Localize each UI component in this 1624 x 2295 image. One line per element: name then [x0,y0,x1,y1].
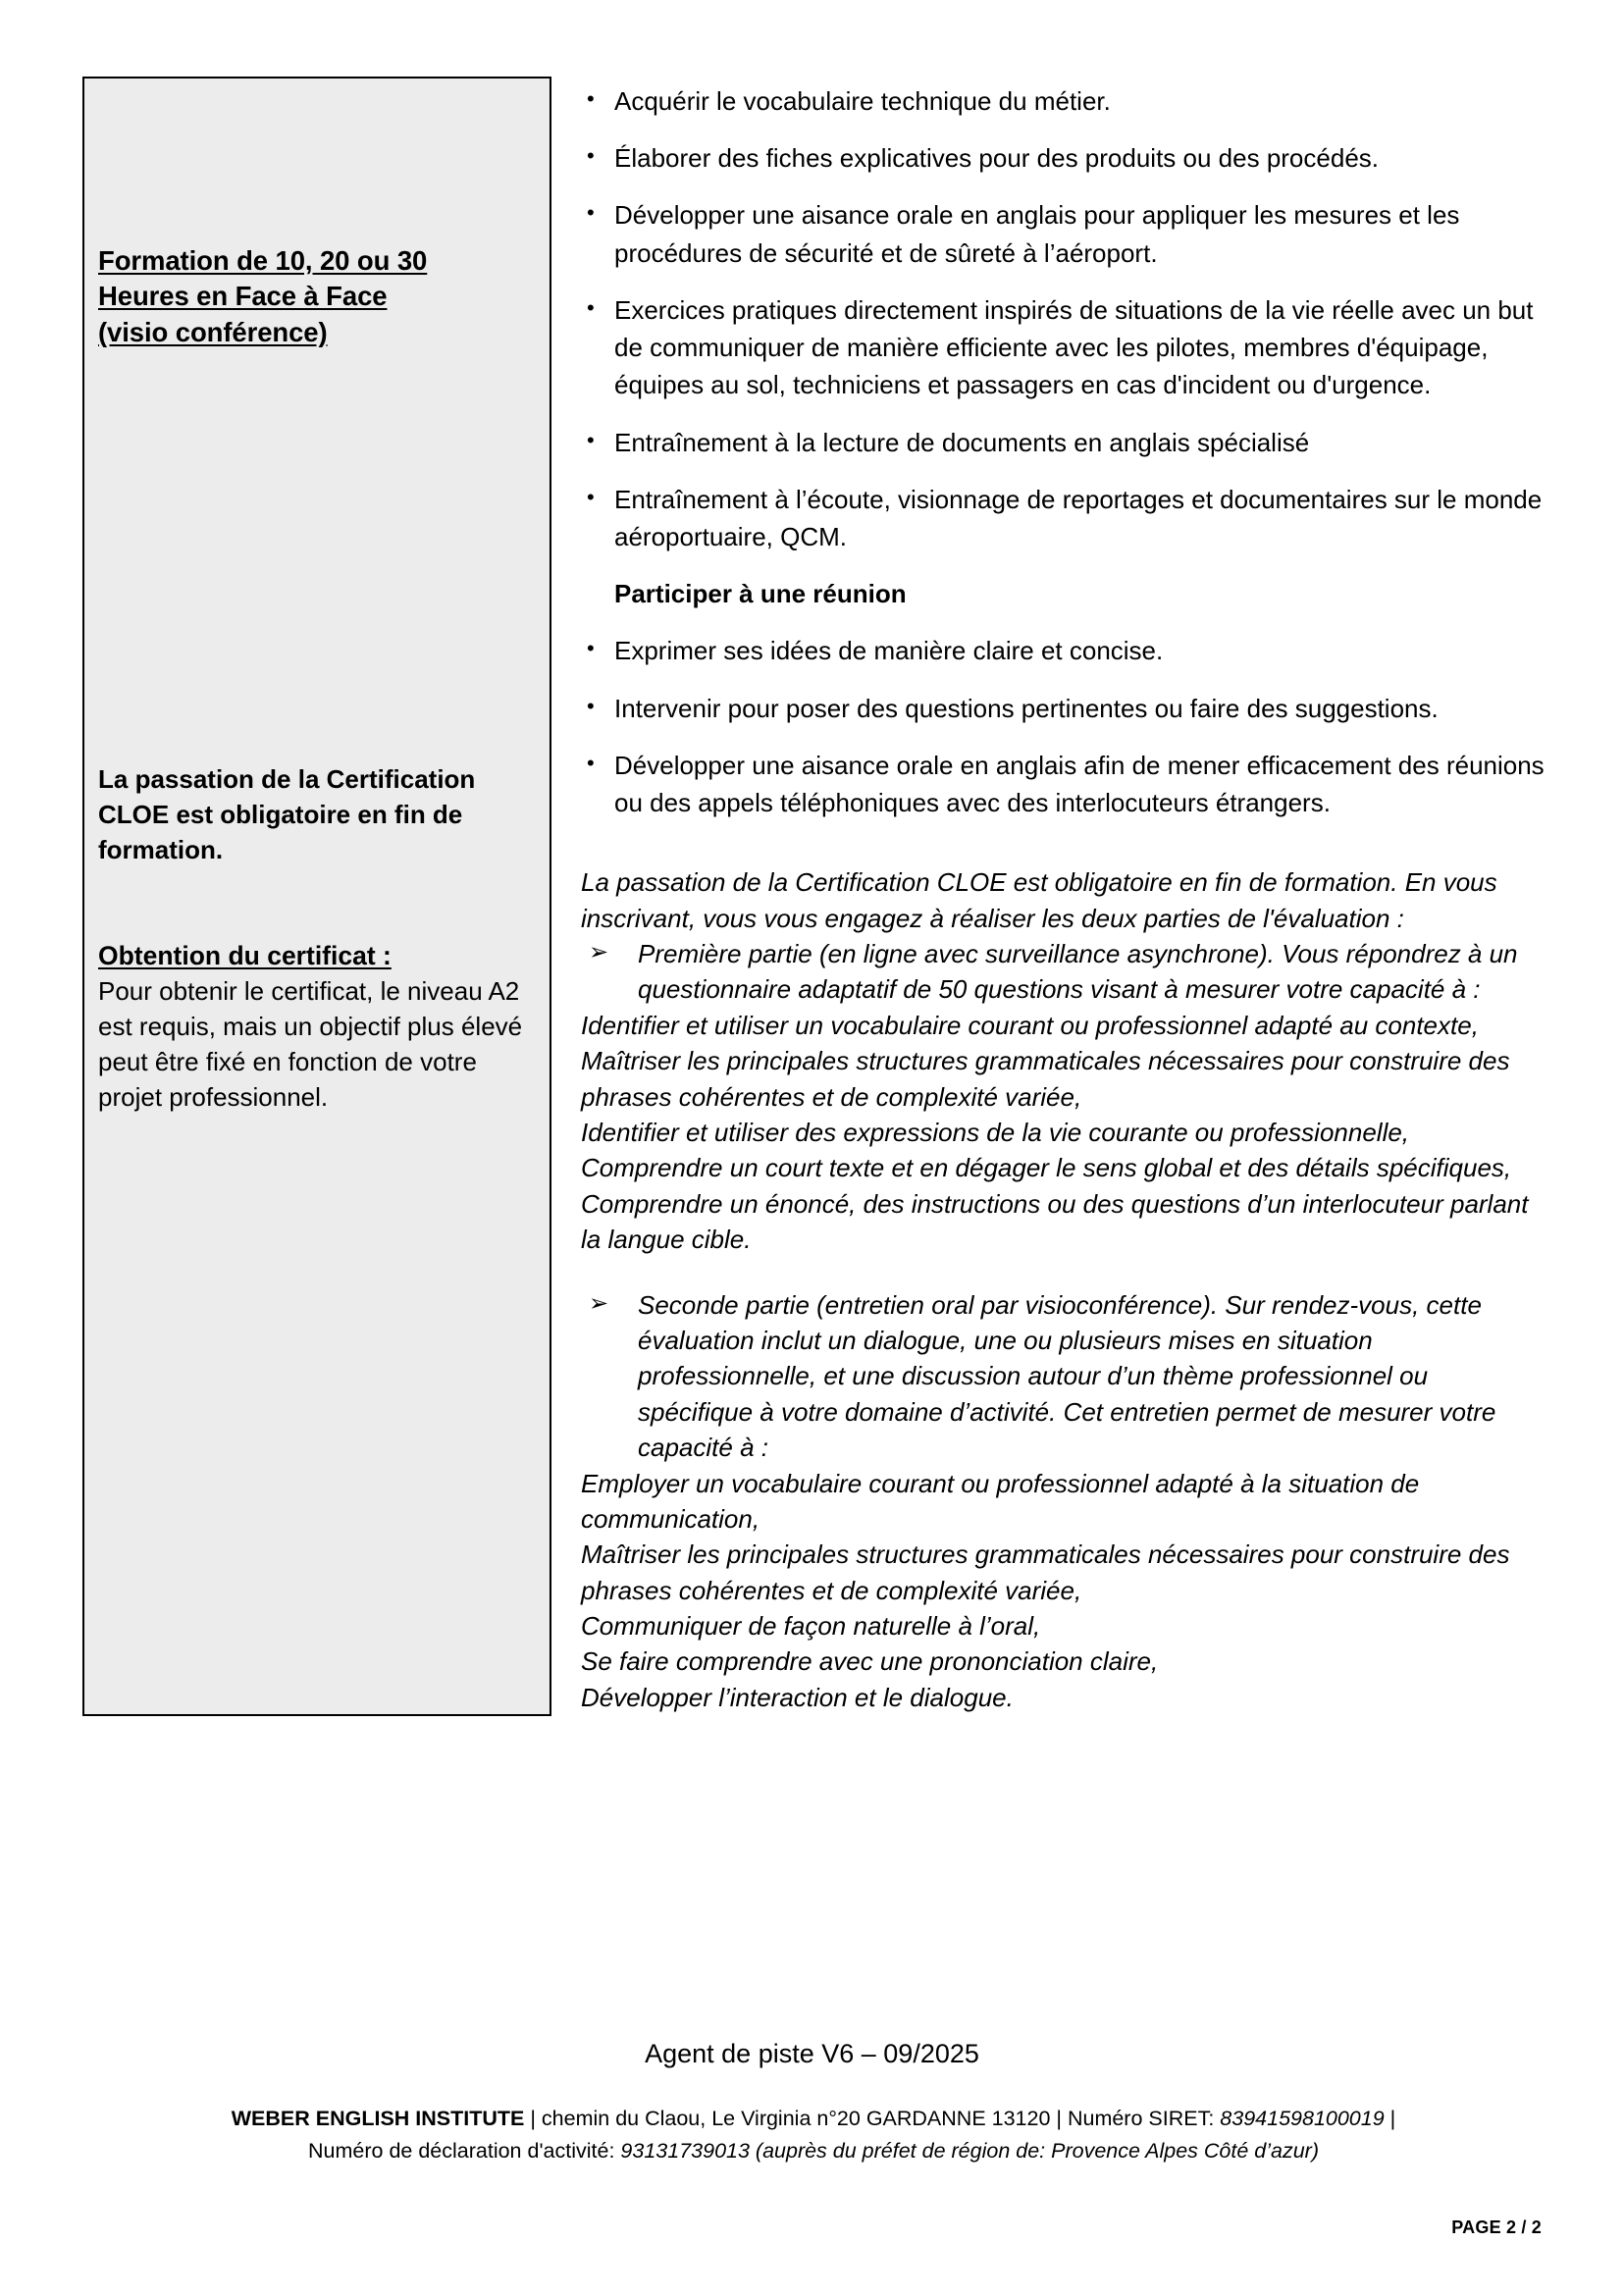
sidebar-certificate-body: Pour obtenir le certificat, le niveau A2 est requis, mais un objectif plus élevé peut être fixé en fonction de votre projet professionnel. [98,976,523,1112]
sidebar-heading-line-1: Formation de 10, 20 ou 30 [98,245,428,276]
footer-company-name: WEBER ENGLISH INSTITUTE [231,2107,525,2130]
page-number: PAGE 2 / 2 [1451,2217,1542,2237]
sidebar-heading-line-2: Heures en Face à Face [98,281,388,312]
content-table [82,77,1545,1716]
capability-line: Identifier et utiliser un vocabulaire courant ou professionnel adapté au contexte, [581,1010,1479,1040]
footer-siret-suffix: | [1384,2107,1396,2130]
footer-address: | chemin du Claou, Le Virginia n°20 GARDANNE 13120 | Numéro SIRET: [524,2107,1221,2130]
footer-declaration-label: Numéro de déclaration d'activité: [308,2139,621,2164]
footer-line-2 [82,2135,1545,2167]
part-one-capabilities [581,1008,1545,1258]
objective-item: • Acquérir le vocabulaire technique du métier. [581,82,1545,120]
objective-item: • Élaborer des fiches explicatives pour des produits ou des procédés. [581,139,1545,177]
objective-item: • Entraînement à l’écoute, visionnage de reportages et documentaires sur le monde aéroportuaire, QCM. [581,481,1545,555]
capability-line: Maîtriser les principales structures grammaticales nécessaires pour construire des phrases cohérentes et de complexité variée, [581,1539,1510,1605]
capability-line: Communiquer de façon naturelle à l’oral, [581,1611,1041,1642]
sidebar-certificate-section [98,939,536,1116]
part-two-arrow-item: ➢ Seconde partie (entretien oral par visioconférence). Sur rendez-vous, cette évaluation inclut un dialogue, une ou plusieurs mises en situation professionnelle, et une discussion autour d’un thème professionnel ou spécifique à votre domaine d’activité. Cet entretien permet de mesurer votre capacité à : [581,1287,1545,1466]
sidebar-certification-note-text: La passation de la Certification CLOE est obligatoire en fin de formation. [98,763,476,864]
capability-line: Maîtriser les principales structures grammaticales nécessaires pour construire des phrases cohérentes et de complexité variée, [581,1046,1510,1112]
objectives-subheading: Participer à une réunion [614,579,907,609]
footer-line-1 [82,2103,1545,2135]
capability-line: Identifier et utiliser des expressions de la vie courante ou professionnelle, [581,1118,1410,1148]
objective-item: • Développer une aisance orale en anglais pour appliquer les mesures et les procédures de sécurité et de sûreté à l’aéroport. [581,196,1545,271]
objective-item: • Intervenir pour poser des questions pertinentes ou faire des suggestions. [581,690,1545,727]
objective-item: • Exercices pratiques directement inspirés de situations de la vie réelle avec un but de communiquer de manière efficiente avec les pilotes, membres d'équipage, équipes au sol, techniciens et passagers en cas d'incident ou d'urgence. [581,291,1545,404]
part-two-capabilities [581,1466,1545,1716]
capability-line: Se faire comprendre avec une prononciation claire, [581,1646,1159,1677]
capability-line: Comprendre un énoncé, des instructions ou des questions d’un interlocuteur parlant la langue cible. [581,1188,1529,1255]
main-content-cell [551,77,1545,1716]
footer-declaration-value: 93131739013 (auprès du préfet de région de: Provence Alpes Côté d’azur) [620,2139,1319,2164]
sidebar-certificate-heading: Obtention du certificat : [98,940,392,970]
sidebar-course-heading [98,243,536,350]
section-gap [581,1258,1545,1287]
part-one-arrow-item: ➢ Première partie (en ligne avec surveillance asynchrone). Vous répondrez à un questionnaire adaptatif de 50 questions visant à mesurer votre capacité à : [581,936,1545,1008]
sidebar-spacer [98,1116,536,1714]
capability-line: Comprendre un court texte et en dégager le sens global et des détails spécifiques, [581,1153,1512,1183]
certification-details [581,864,1545,1715]
document-title-line: Agent de piste V6 – 09/2025 [645,2039,979,2068]
objectives-list [581,82,1545,821]
sidebar-heading-line-3: (visio conférence) [98,316,328,347]
certification-intro-paragraph: La passation de la Certification CLOE est obligatoire en fin de formation. En vous inscrivant, vous vous engagez à réaliser les deux parties de l'évaluation : [581,867,1497,933]
capability-line: Développer l’interaction et le dialogue. [581,1682,1014,1712]
sidebar-cell [82,77,551,1716]
sidebar-certification-note [98,762,536,868]
objective-item: • Développer une aisance orale en anglais afin de mener efficacement des réunions ou des appels téléphoniques avec des interlocuteurs étrangers. [581,747,1545,821]
objective-item: • Entraînement à la lecture de documents en anglais spécialisé [581,424,1545,461]
footer-siret: 83941598100019 [1220,2107,1385,2130]
objective-item: • Exprimer ses idées de manière claire et concise. [581,632,1545,669]
page-footer [82,2103,1545,2168]
capability-line: Employer un vocabulaire courant ou professionnel adapté à la situation de communication, [581,1468,1420,1534]
